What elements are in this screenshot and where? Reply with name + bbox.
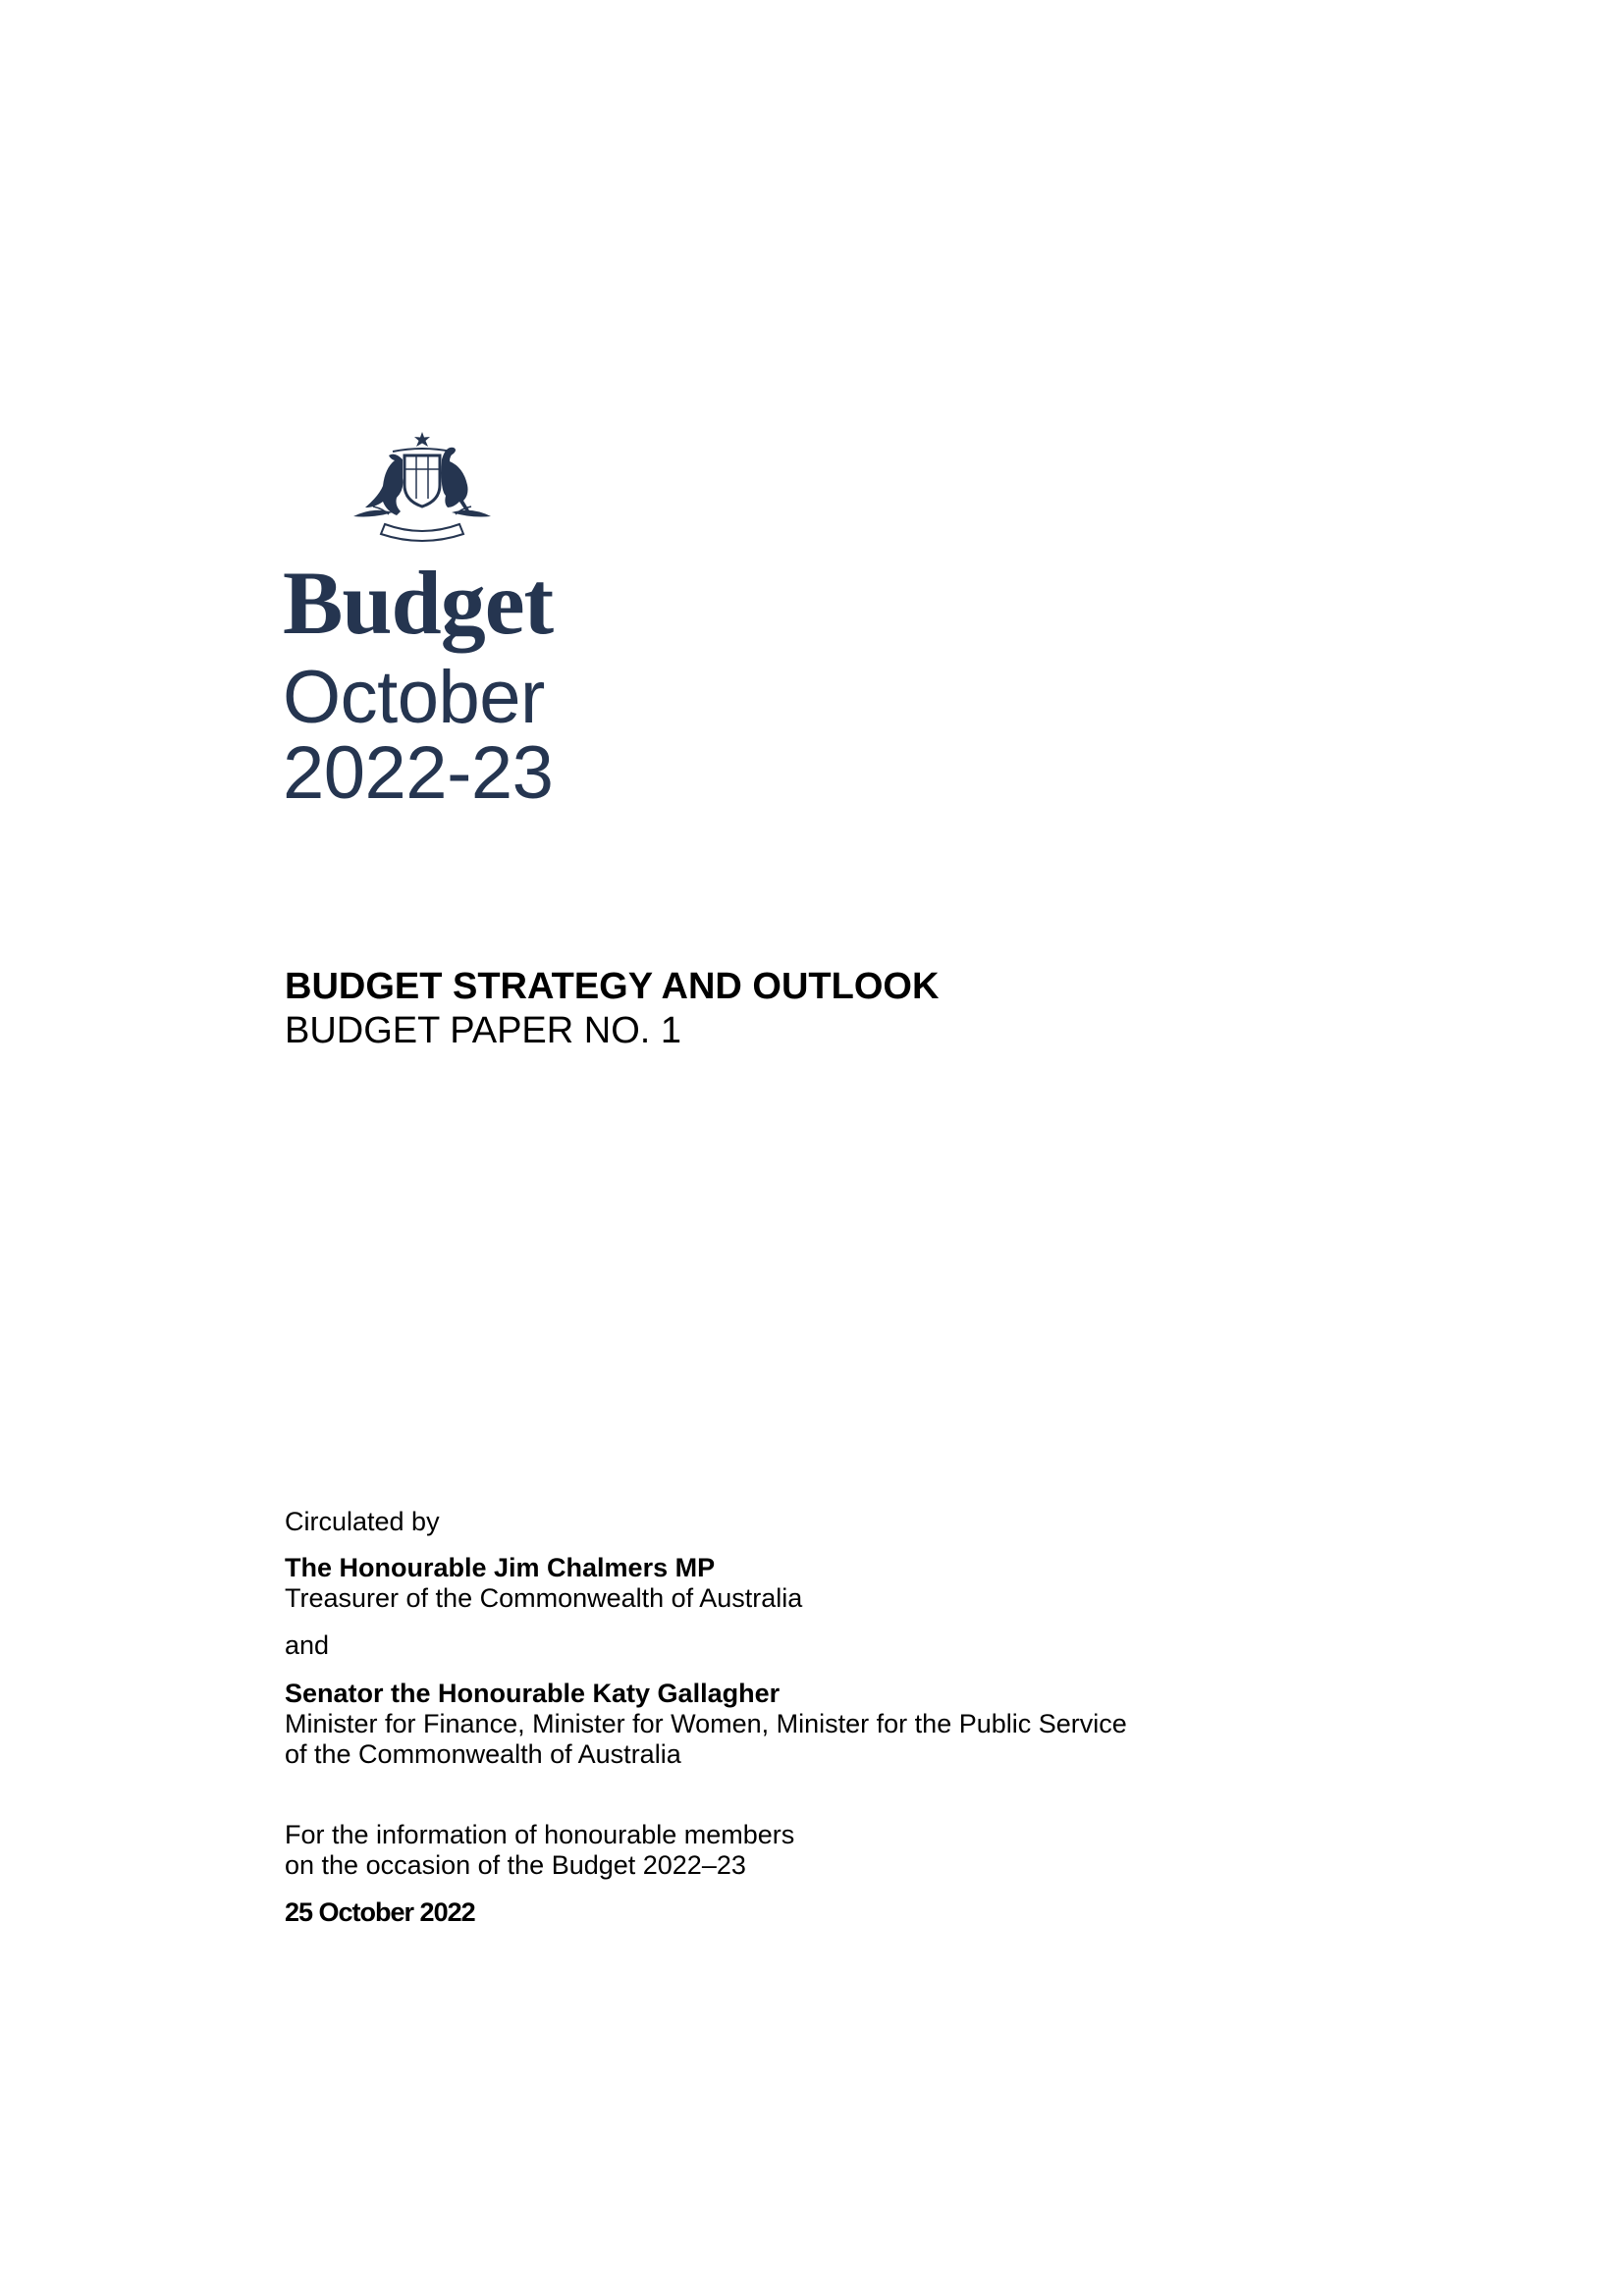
australian-coat-of-arms-icon bbox=[344, 430, 501, 546]
budget-year: 2022-23 bbox=[283, 731, 554, 815]
and-label: and bbox=[285, 1630, 330, 1660]
treasurer-role: Treasurer of the Commonwealth of Australia bbox=[285, 1583, 803, 1613]
document-subtitle: BUDGET PAPER NO. 1 bbox=[285, 1010, 682, 1051]
budget-wordmark: Budget bbox=[283, 553, 554, 653]
information-line2: on the occasion of the Budget 2022–23 bbox=[285, 1850, 746, 1880]
finance-minister-name: Senator the Honourable Katy Gallagher bbox=[285, 1679, 781, 1708]
information-line1: For the information of honourable members bbox=[285, 1820, 795, 1849]
publication-date: 25 October 2022 bbox=[285, 1897, 475, 1927]
document-title: BUDGET STRATEGY AND OUTLOOK bbox=[285, 966, 940, 1007]
budget-month: October bbox=[283, 656, 545, 739]
finance-minister-role-line2: of the Commonwealth of Australia bbox=[285, 1739, 681, 1769]
finance-minister-role-line1: Minister for Finance, Minister for Women, Minister for the Public Service bbox=[285, 1709, 1127, 1738]
treasurer-name: The Honourable Jim Chalmers MP bbox=[285, 1553, 716, 1582]
circulated-by-label: Circulated by bbox=[285, 1507, 440, 1536]
